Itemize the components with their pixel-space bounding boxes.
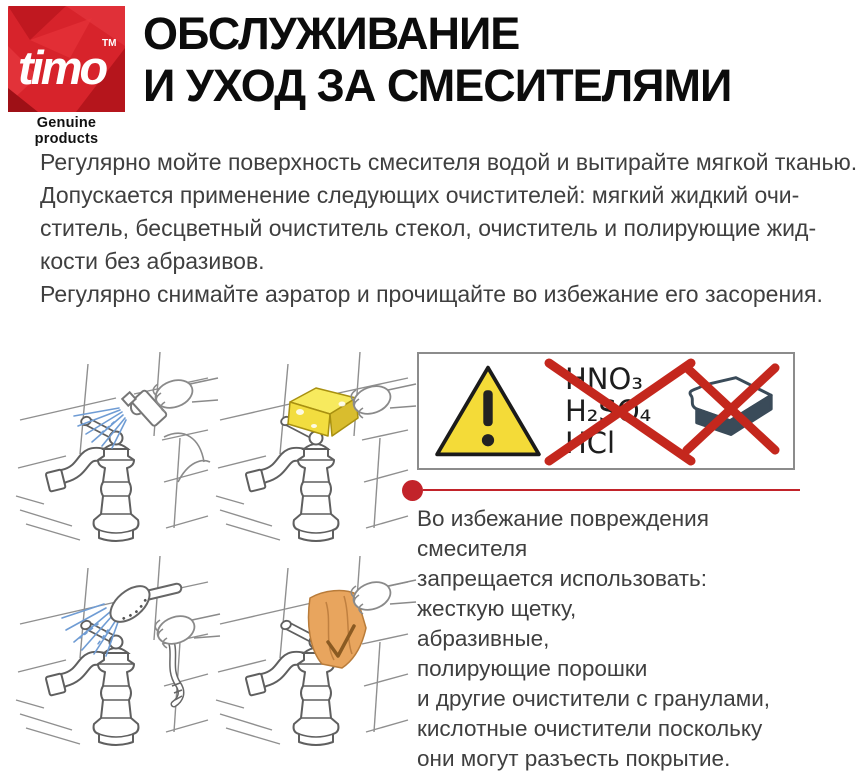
- prohibition-line: они могут разъесть покрытие.: [417, 746, 731, 771]
- care-line: Регулярно мойте поверхность смесителя водой и вытирайте мягкой тканью.: [40, 149, 857, 175]
- prohibition-line: и другие очистители с гранулами,: [417, 686, 771, 711]
- care-line: Допускается применение следующих очистителей: мягкий жидкий очи-: [40, 182, 800, 208]
- care-instructions-paragraph: [40, 146, 857, 311]
- warning-box: [417, 352, 795, 470]
- chemical-hno3: HNO₃: [565, 362, 643, 396]
- prohibition-line: кислотные очистители поскольку: [417, 716, 763, 741]
- prohibition-line: абразивные,: [417, 626, 550, 651]
- separator-dot: [402, 480, 423, 501]
- warning-triangle-icon: [433, 362, 543, 460]
- illustration-sponge-cleaning-icon: [214, 342, 412, 544]
- brand-tagline: Genuine products: [34, 115, 99, 147]
- separator-line: [423, 489, 800, 491]
- prohibition-line: полирующие порошки: [417, 656, 648, 681]
- illustration-spray-bottle-rinse-icon: [14, 342, 212, 544]
- page-title-line2: И УХОД ЗА СМЕСИТЕЛЯМИ: [143, 60, 732, 111]
- brand-logo: [8, 6, 128, 147]
- forbidden-chemicals-list: [565, 363, 651, 459]
- page-title-line1: ОБСЛУЖИВАНИЕ: [143, 8, 520, 59]
- illustration-shower-head-rinse-icon: [14, 546, 212, 748]
- care-line: кости без абразивов.: [40, 248, 265, 274]
- prohibition-line: жесткую щетку,: [417, 596, 577, 621]
- no-scourer-sign: [677, 360, 785, 463]
- logo-text: timo: [18, 41, 106, 94]
- cleaning-illustrations-grid: [14, 342, 410, 750]
- care-line: Регулярно снимайте аэратор и прочищайте во избежание его засорения.: [40, 281, 823, 307]
- section-separator: [402, 479, 800, 501]
- scouring-pad-icon: [677, 360, 785, 458]
- illustration-soft-cloth-wipe-icon: [214, 546, 412, 748]
- chemical-h2so4: H₂SO₄: [565, 394, 652, 428]
- prohibition-line: запрещается использовать:: [417, 566, 708, 591]
- chemical-hcl: HCl: [565, 426, 616, 460]
- prohibition-line: Во избежание повреждения смесителя: [417, 506, 709, 561]
- care-line: ститель, бесцветный очиститель стекол, очиститель и полирующие жид-: [40, 215, 817, 241]
- page-title: [143, 8, 798, 112]
- timo-logo-icon: [8, 6, 125, 112]
- prohibition-text: [417, 504, 799, 774]
- trademark-mark: TM: [102, 38, 117, 49]
